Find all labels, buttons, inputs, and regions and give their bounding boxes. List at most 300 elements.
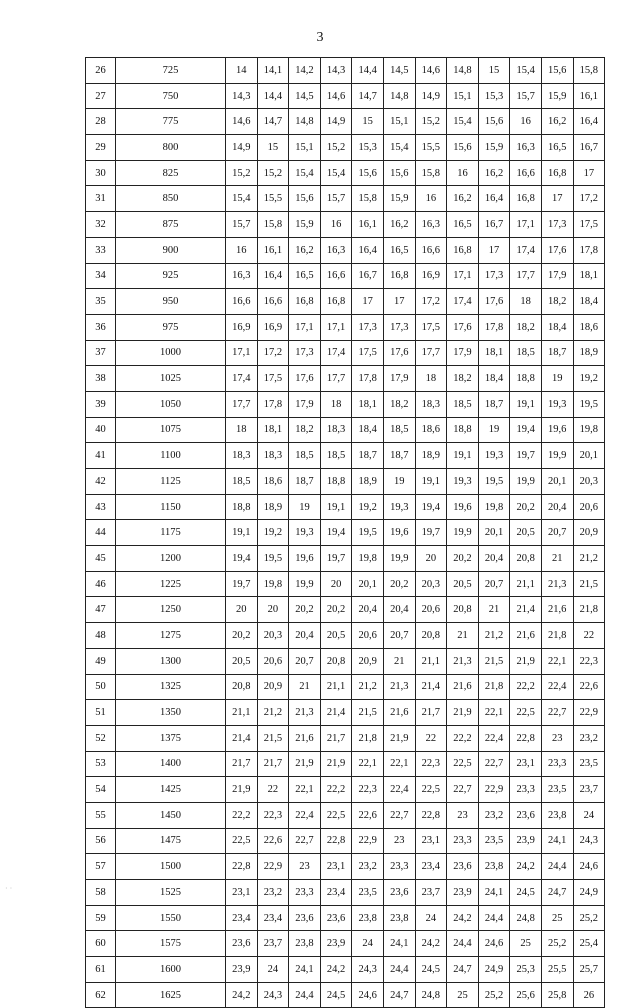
table-row bbox=[86, 520, 605, 546]
table-row bbox=[86, 494, 605, 520]
data-cell: 19 bbox=[289, 494, 321, 520]
data-cell: 18,8 bbox=[320, 469, 352, 495]
data-cell: 16,2 bbox=[478, 160, 510, 186]
data-cell: 15 bbox=[257, 135, 289, 161]
data-cell: 25 bbox=[447, 982, 479, 1008]
data-cell: 15,4 bbox=[510, 58, 542, 84]
data-cell: 22,6 bbox=[352, 802, 384, 828]
data-cell: 25,2 bbox=[573, 905, 605, 931]
data-cell: 19,7 bbox=[415, 520, 447, 546]
data-cell: 23,7 bbox=[573, 777, 605, 803]
data-cell: 19,7 bbox=[510, 443, 542, 469]
data-cell: 22,5 bbox=[415, 777, 447, 803]
data-cell: 21,9 bbox=[226, 777, 258, 803]
table-row bbox=[86, 725, 605, 751]
data-cell: 19,8 bbox=[257, 571, 289, 597]
data-cell: 16,6 bbox=[320, 263, 352, 289]
data-cell: 18,7 bbox=[383, 443, 415, 469]
data-cell: 22,7 bbox=[383, 802, 415, 828]
data-cell: 20,6 bbox=[573, 494, 605, 520]
row-number-cell: 60 bbox=[86, 931, 116, 957]
data-cell: 20,1 bbox=[352, 571, 384, 597]
data-cell: 23,5 bbox=[352, 880, 384, 906]
data-cell: 18,5 bbox=[510, 340, 542, 366]
data-cell: 24,8 bbox=[415, 982, 447, 1008]
data-cell: 14,8 bbox=[447, 58, 479, 84]
data-cell: 24,1 bbox=[383, 931, 415, 957]
value-cell: 1550 bbox=[116, 905, 226, 931]
data-cell: 22,5 bbox=[226, 828, 258, 854]
data-cell: 21 bbox=[541, 546, 573, 572]
data-cell: 21,3 bbox=[289, 700, 321, 726]
row-number-cell: 54 bbox=[86, 777, 116, 803]
data-cell: 23,1 bbox=[510, 751, 542, 777]
data-cell: 20,1 bbox=[478, 520, 510, 546]
table-row bbox=[86, 546, 605, 572]
data-cell: 16,4 bbox=[257, 263, 289, 289]
data-cell: 19,1 bbox=[447, 443, 479, 469]
data-cell: 15,8 bbox=[573, 58, 605, 84]
data-cell: 23,8 bbox=[478, 854, 510, 880]
data-cell: 24,9 bbox=[573, 880, 605, 906]
data-cell: 19 bbox=[478, 417, 510, 443]
data-cell: 21,8 bbox=[352, 725, 384, 751]
data-cell: 20,5 bbox=[510, 520, 542, 546]
data-cell: 18,4 bbox=[352, 417, 384, 443]
data-cell: 20,2 bbox=[226, 623, 258, 649]
data-cell: 18,9 bbox=[352, 469, 384, 495]
data-cell: 22,2 bbox=[320, 777, 352, 803]
data-cell: 24,4 bbox=[383, 957, 415, 983]
data-cell: 16,7 bbox=[478, 212, 510, 238]
data-cell: 18,4 bbox=[541, 314, 573, 340]
value-cell: 1225 bbox=[116, 571, 226, 597]
data-cell: 14,9 bbox=[226, 135, 258, 161]
data-cell: 14,9 bbox=[415, 83, 447, 109]
data-cell: 16,6 bbox=[257, 289, 289, 315]
data-cell: 23,3 bbox=[447, 828, 479, 854]
data-cell: 19,8 bbox=[573, 417, 605, 443]
data-cell: 17,8 bbox=[478, 314, 510, 340]
table-row bbox=[86, 417, 605, 443]
data-cell: 16,1 bbox=[352, 212, 384, 238]
data-cell: 23,7 bbox=[257, 931, 289, 957]
data-cell: 19,1 bbox=[226, 520, 258, 546]
row-number-cell: 58 bbox=[86, 880, 116, 906]
data-cell: 18,5 bbox=[383, 417, 415, 443]
row-number-cell: 39 bbox=[86, 391, 116, 417]
data-cell: 16,2 bbox=[447, 186, 479, 212]
table-row bbox=[86, 58, 605, 84]
data-cell: 25 bbox=[541, 905, 573, 931]
data-cell: 19,5 bbox=[352, 520, 384, 546]
table-row bbox=[86, 289, 605, 315]
data-cell: 20,7 bbox=[541, 520, 573, 546]
data-cell: 17,3 bbox=[541, 212, 573, 238]
data-cell: 18,7 bbox=[289, 469, 321, 495]
data-cell: 19,4 bbox=[226, 546, 258, 572]
table-row bbox=[86, 597, 605, 623]
data-cell: 18 bbox=[226, 417, 258, 443]
data-cell: 16,7 bbox=[352, 263, 384, 289]
data-cell: 16,4 bbox=[352, 237, 384, 263]
table-row bbox=[86, 160, 605, 186]
data-cell: 17 bbox=[478, 237, 510, 263]
data-cell: 14,7 bbox=[257, 109, 289, 135]
data-cell: 21,7 bbox=[226, 751, 258, 777]
value-cell: 1175 bbox=[116, 520, 226, 546]
data-cell: 23,2 bbox=[352, 854, 384, 880]
row-number-cell: 42 bbox=[86, 469, 116, 495]
data-cell: 17,9 bbox=[289, 391, 321, 417]
data-cell: 22,5 bbox=[447, 751, 479, 777]
data-cell: 18,5 bbox=[447, 391, 479, 417]
data-cell: 18,7 bbox=[352, 443, 384, 469]
table-row bbox=[86, 931, 605, 957]
data-cell: 23 bbox=[447, 802, 479, 828]
data-cell: 23,3 bbox=[383, 854, 415, 880]
data-cell: 18,7 bbox=[541, 340, 573, 366]
row-number-cell: 37 bbox=[86, 340, 116, 366]
data-cell: 21 bbox=[289, 674, 321, 700]
value-cell: 1050 bbox=[116, 391, 226, 417]
table-row bbox=[86, 366, 605, 392]
data-cell: 21,5 bbox=[478, 648, 510, 674]
data-cell: 19,5 bbox=[573, 391, 605, 417]
data-cell: 15,6 bbox=[447, 135, 479, 161]
data-cell: 19,9 bbox=[510, 469, 542, 495]
row-number-cell: 59 bbox=[86, 905, 116, 931]
data-cell: 22 bbox=[257, 777, 289, 803]
table-row bbox=[86, 957, 605, 983]
data-cell: 15,6 bbox=[289, 186, 321, 212]
row-number-cell: 44 bbox=[86, 520, 116, 546]
data-cell: 25 bbox=[510, 931, 542, 957]
data-cell: 19,4 bbox=[320, 520, 352, 546]
data-cell: 22,4 bbox=[383, 777, 415, 803]
value-cell: 1500 bbox=[116, 854, 226, 880]
row-number-cell: 38 bbox=[86, 366, 116, 392]
table-row bbox=[86, 828, 605, 854]
data-cell: 18,4 bbox=[478, 366, 510, 392]
data-cell: 23,9 bbox=[447, 880, 479, 906]
data-cell: 21,5 bbox=[352, 700, 384, 726]
data-cell: 22,3 bbox=[573, 648, 605, 674]
table-row bbox=[86, 340, 605, 366]
row-number-cell: 30 bbox=[86, 160, 116, 186]
data-cell: 18,3 bbox=[226, 443, 258, 469]
data-cell: 19,1 bbox=[320, 494, 352, 520]
value-cell: 750 bbox=[116, 83, 226, 109]
data-cell: 16,3 bbox=[226, 263, 258, 289]
data-cell: 19,6 bbox=[541, 417, 573, 443]
data-cell: 17 bbox=[352, 289, 384, 315]
data-cell: 21,6 bbox=[447, 674, 479, 700]
data-cell: 15,2 bbox=[226, 160, 258, 186]
data-cell: 18,4 bbox=[573, 289, 605, 315]
data-cell: 21,7 bbox=[257, 751, 289, 777]
data-cell: 18,8 bbox=[226, 494, 258, 520]
data-cell: 22 bbox=[415, 725, 447, 751]
data-cell: 23,2 bbox=[257, 880, 289, 906]
data-cell: 16,5 bbox=[541, 135, 573, 161]
data-cell: 18 bbox=[415, 366, 447, 392]
data-cell: 14,5 bbox=[383, 58, 415, 84]
row-number-cell: 50 bbox=[86, 674, 116, 700]
row-number-cell: 55 bbox=[86, 802, 116, 828]
page-number: 3 bbox=[316, 30, 324, 45]
data-cell: 23,4 bbox=[226, 905, 258, 931]
data-cell: 17,2 bbox=[415, 289, 447, 315]
value-cell: 1375 bbox=[116, 725, 226, 751]
data-cell: 19,9 bbox=[383, 546, 415, 572]
table-row bbox=[86, 880, 605, 906]
data-cell: 24,6 bbox=[478, 931, 510, 957]
data-cell: 23,1 bbox=[415, 828, 447, 854]
table-row bbox=[86, 854, 605, 880]
data-cell: 16,5 bbox=[289, 263, 321, 289]
data-cell: 16,6 bbox=[415, 237, 447, 263]
data-cell: 23,8 bbox=[352, 905, 384, 931]
data-cell: 19,7 bbox=[226, 571, 258, 597]
data-cell: 17,4 bbox=[320, 340, 352, 366]
table-row bbox=[86, 648, 605, 674]
value-cell: 975 bbox=[116, 314, 226, 340]
data-cell: 20,8 bbox=[226, 674, 258, 700]
data-cell: 21,4 bbox=[415, 674, 447, 700]
data-cell: 22,8 bbox=[415, 802, 447, 828]
data-cell: 21,9 bbox=[289, 751, 321, 777]
data-cell: 21,1 bbox=[320, 674, 352, 700]
data-cell: 24,1 bbox=[478, 880, 510, 906]
data-cell: 19,1 bbox=[415, 469, 447, 495]
data-cell: 19,9 bbox=[541, 443, 573, 469]
data-cell: 18 bbox=[510, 289, 542, 315]
data-cell: 23,8 bbox=[289, 931, 321, 957]
data-cell: 15,4 bbox=[447, 109, 479, 135]
data-cell: 16,5 bbox=[383, 237, 415, 263]
data-cell: 23,1 bbox=[226, 880, 258, 906]
row-number-cell: 61 bbox=[86, 957, 116, 983]
row-number-cell: 26 bbox=[86, 58, 116, 84]
data-cell: 15,6 bbox=[478, 109, 510, 135]
data-cell: 18,6 bbox=[573, 314, 605, 340]
value-cell: 1075 bbox=[116, 417, 226, 443]
data-cell: 24,4 bbox=[541, 854, 573, 880]
data-cell: 21,3 bbox=[541, 571, 573, 597]
data-cell: 17,1 bbox=[289, 314, 321, 340]
data-cell: 23,4 bbox=[257, 905, 289, 931]
data-cell: 18,2 bbox=[383, 391, 415, 417]
data-cell: 17,5 bbox=[352, 340, 384, 366]
data-cell: 24 bbox=[573, 802, 605, 828]
data-cell: 14,2 bbox=[289, 58, 321, 84]
data-cell: 22,9 bbox=[573, 700, 605, 726]
table-row bbox=[86, 186, 605, 212]
row-number-cell: 62 bbox=[86, 982, 116, 1008]
data-cell: 19,9 bbox=[447, 520, 479, 546]
data-cell: 22,9 bbox=[478, 777, 510, 803]
value-cell: 800 bbox=[116, 135, 226, 161]
data-cell: 23 bbox=[289, 854, 321, 880]
data-cell: 18,9 bbox=[257, 494, 289, 520]
data-cell: 22,9 bbox=[257, 854, 289, 880]
data-cell: 19,7 bbox=[320, 546, 352, 572]
data-cell: 22,1 bbox=[352, 751, 384, 777]
data-cell: 24,8 bbox=[510, 905, 542, 931]
data-cell: 22,6 bbox=[257, 828, 289, 854]
table-row bbox=[86, 571, 605, 597]
data-cell: 18,5 bbox=[320, 443, 352, 469]
data-cell: 23,5 bbox=[478, 828, 510, 854]
data-cell: 21,7 bbox=[415, 700, 447, 726]
data-cell: 23,6 bbox=[289, 905, 321, 931]
data-cell: 20,3 bbox=[257, 623, 289, 649]
data-cell: 24 bbox=[415, 905, 447, 931]
data-cell: 19,8 bbox=[352, 546, 384, 572]
data-cell: 18,8 bbox=[510, 366, 542, 392]
data-cell: 25,3 bbox=[510, 957, 542, 983]
data-cell: 14,4 bbox=[352, 58, 384, 84]
data-cell: 21,6 bbox=[383, 700, 415, 726]
data-cell: 17,9 bbox=[447, 340, 479, 366]
data-cell: 18,2 bbox=[541, 289, 573, 315]
data-cell: 17,4 bbox=[226, 366, 258, 392]
data-cell: 16,1 bbox=[573, 83, 605, 109]
data-cell: 17,6 bbox=[383, 340, 415, 366]
data-cell: 18,6 bbox=[415, 417, 447, 443]
data-cell: 23,6 bbox=[226, 931, 258, 957]
data-cell: 20,4 bbox=[478, 546, 510, 572]
data-cell: 18,2 bbox=[289, 417, 321, 443]
value-cell: 1000 bbox=[116, 340, 226, 366]
data-cell: 16,9 bbox=[226, 314, 258, 340]
value-cell: 925 bbox=[116, 263, 226, 289]
data-cell: 22,7 bbox=[447, 777, 479, 803]
data-cell: 21 bbox=[383, 648, 415, 674]
data-cell: 17 bbox=[573, 160, 605, 186]
data-cell: 15,9 bbox=[478, 135, 510, 161]
data-cell: 20 bbox=[257, 597, 289, 623]
data-cell: 21 bbox=[447, 623, 479, 649]
data-cell: 24 bbox=[352, 931, 384, 957]
data-cell: 23,6 bbox=[510, 802, 542, 828]
data-cell: 15,7 bbox=[510, 83, 542, 109]
data-cell: 22,7 bbox=[289, 828, 321, 854]
data-cell: 22,2 bbox=[226, 802, 258, 828]
data-cell: 18,3 bbox=[257, 443, 289, 469]
data-cell: 22,3 bbox=[352, 777, 384, 803]
data-cell: 22,8 bbox=[226, 854, 258, 880]
data-cell: 22,7 bbox=[541, 700, 573, 726]
data-cell: 23 bbox=[541, 725, 573, 751]
table-row bbox=[86, 623, 605, 649]
data-cell: 17,6 bbox=[447, 314, 479, 340]
data-cell: 14,3 bbox=[226, 83, 258, 109]
value-cell: 1200 bbox=[116, 546, 226, 572]
data-cell: 14,3 bbox=[320, 58, 352, 84]
data-cell: 20,3 bbox=[573, 469, 605, 495]
data-cell: 16,7 bbox=[573, 135, 605, 161]
data-cell: 24,7 bbox=[383, 982, 415, 1008]
table-row bbox=[86, 263, 605, 289]
data-cell: 15,4 bbox=[289, 160, 321, 186]
data-cell: 25,5 bbox=[541, 957, 573, 983]
value-cell: 1575 bbox=[116, 931, 226, 957]
data-cell: 16,8 bbox=[289, 289, 321, 315]
data-cell: 20,4 bbox=[352, 597, 384, 623]
data-cell: 14,5 bbox=[289, 83, 321, 109]
data-cell: 21,2 bbox=[478, 623, 510, 649]
data-cell: 19,3 bbox=[447, 469, 479, 495]
data-cell: 19,3 bbox=[478, 443, 510, 469]
data-cell: 20,8 bbox=[447, 597, 479, 623]
data-cell: 17,6 bbox=[541, 237, 573, 263]
data-cell: 20,5 bbox=[320, 623, 352, 649]
data-cell: 14,6 bbox=[415, 58, 447, 84]
data-cell: 22,1 bbox=[383, 751, 415, 777]
data-cell: 23,4 bbox=[320, 880, 352, 906]
data-cell: 22,8 bbox=[320, 828, 352, 854]
row-number-cell: 53 bbox=[86, 751, 116, 777]
data-cell: 24,6 bbox=[573, 854, 605, 880]
data-cell: 15,5 bbox=[257, 186, 289, 212]
data-cell: 14,9 bbox=[320, 109, 352, 135]
data-cell: 21,4 bbox=[510, 597, 542, 623]
table-row bbox=[86, 674, 605, 700]
data-cell: 17,6 bbox=[289, 366, 321, 392]
data-cell: 20,4 bbox=[289, 623, 321, 649]
data-cell: 17,7 bbox=[510, 263, 542, 289]
data-cell: 19,4 bbox=[510, 417, 542, 443]
data-cell: 17,7 bbox=[320, 366, 352, 392]
value-cell: 1475 bbox=[116, 828, 226, 854]
data-cell: 17,9 bbox=[541, 263, 573, 289]
data-cell: 21,7 bbox=[320, 725, 352, 751]
data-cell: 17,6 bbox=[478, 289, 510, 315]
data-cell: 17,3 bbox=[478, 263, 510, 289]
row-number-cell: 31 bbox=[86, 186, 116, 212]
data-cell: 15,3 bbox=[352, 135, 384, 161]
row-number-cell: 40 bbox=[86, 417, 116, 443]
data-cell: 24,4 bbox=[289, 982, 321, 1008]
table-row bbox=[86, 237, 605, 263]
data-cell: 21 bbox=[478, 597, 510, 623]
data-cell: 17,4 bbox=[510, 237, 542, 263]
data-cell: 18,1 bbox=[573, 263, 605, 289]
data-cell: 17,1 bbox=[510, 212, 542, 238]
data-cell: 18,3 bbox=[415, 391, 447, 417]
data-cell: 15,1 bbox=[447, 83, 479, 109]
data-cell: 21,8 bbox=[541, 623, 573, 649]
data-cell: 17,5 bbox=[257, 366, 289, 392]
data-cell: 23,6 bbox=[383, 880, 415, 906]
row-number-cell: 43 bbox=[86, 494, 116, 520]
data-cell: 20,2 bbox=[289, 597, 321, 623]
data-cell: 23 bbox=[383, 828, 415, 854]
data-cell: 15,8 bbox=[352, 186, 384, 212]
data-cell: 14,7 bbox=[352, 83, 384, 109]
table-row bbox=[86, 314, 605, 340]
data-cell: 21,3 bbox=[447, 648, 479, 674]
data-table bbox=[85, 57, 605, 1008]
data-cell: 16,9 bbox=[257, 314, 289, 340]
data-cell: 23,9 bbox=[320, 931, 352, 957]
data-cell: 17 bbox=[541, 186, 573, 212]
data-cell: 16,1 bbox=[257, 237, 289, 263]
data-cell: 23,4 bbox=[415, 854, 447, 880]
data-cell: 17,1 bbox=[447, 263, 479, 289]
